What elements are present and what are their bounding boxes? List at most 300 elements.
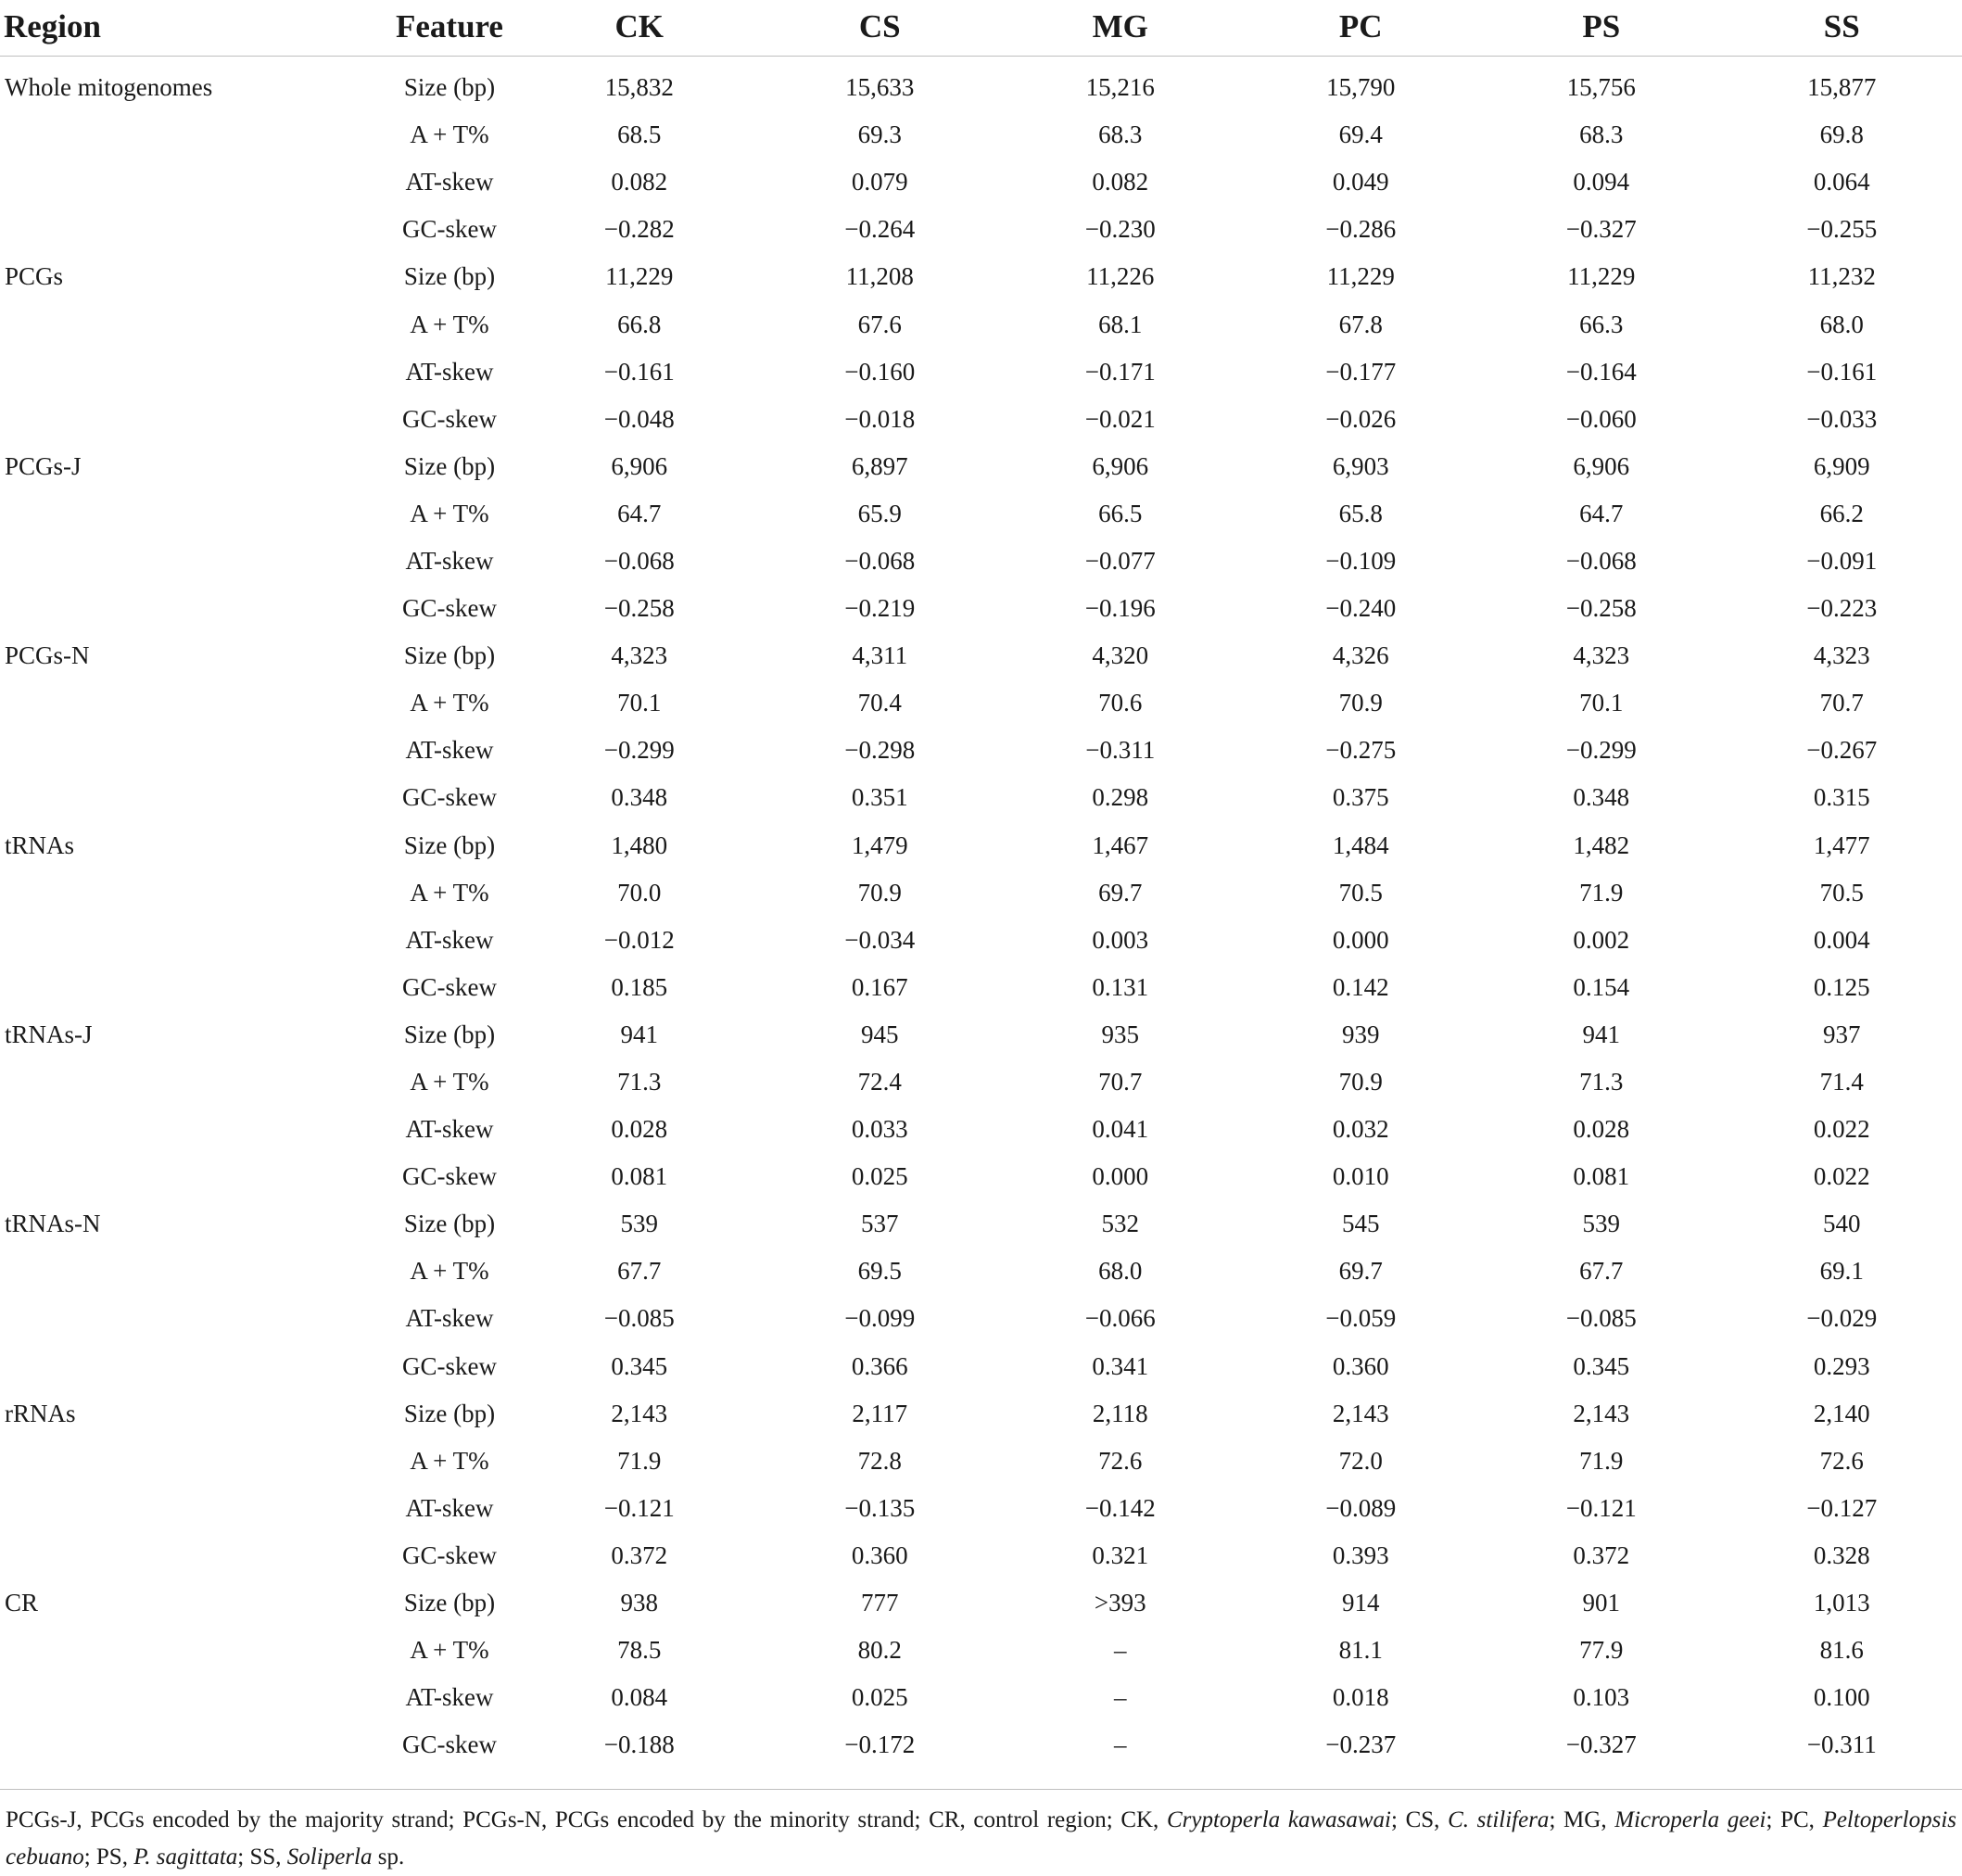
feature-cell: Size (bp) bbox=[403, 73, 496, 102]
value-cell-pc: 69.7 bbox=[1338, 1257, 1383, 1286]
value-cell-ck: −0.188 bbox=[603, 1730, 675, 1759]
value-cell-ck: 11,229 bbox=[605, 262, 674, 291]
value-cell-mg: −0.142 bbox=[1084, 1493, 1156, 1522]
value-cell-ck: 1,480 bbox=[611, 830, 668, 859]
feature-cell: A + T% bbox=[410, 310, 489, 338]
value-cell-cs: 70.4 bbox=[857, 689, 902, 717]
region-cell: PCGs bbox=[5, 262, 64, 291]
value-cell-pc: −0.059 bbox=[1325, 1304, 1397, 1333]
value-cell-ck: 71.9 bbox=[617, 1446, 662, 1475]
value-cell-mg: >393 bbox=[1094, 1589, 1146, 1617]
table-row bbox=[0, 1011, 1962, 1058]
value-cell-ss: 71.4 bbox=[1819, 1068, 1864, 1096]
value-cell-cs: 11,208 bbox=[845, 262, 914, 291]
value-cell-ck: 67.7 bbox=[617, 1257, 662, 1286]
feature-cell: GC-skew bbox=[402, 1162, 497, 1191]
value-cell-ck: 0.028 bbox=[611, 1115, 668, 1144]
value-cell-ss: 11,232 bbox=[1807, 262, 1876, 291]
value-cell-ss: 0.004 bbox=[1813, 925, 1870, 954]
table-row bbox=[0, 158, 1962, 206]
region-cell: rRNAs bbox=[5, 1399, 76, 1427]
value-cell-ps: 64.7 bbox=[1579, 499, 1624, 527]
feature-cell: AT-skew bbox=[405, 546, 494, 575]
value-cell-ss: 68.0 bbox=[1819, 310, 1864, 338]
value-cell-cs: −0.264 bbox=[844, 215, 916, 244]
value-cell-mg: 0.000 bbox=[1092, 1162, 1149, 1191]
feature-cell: GC-skew bbox=[402, 1351, 497, 1380]
value-cell-ss: 6,909 bbox=[1813, 451, 1870, 480]
value-cell-pc: 2,143 bbox=[1332, 1399, 1389, 1427]
species-name: P. sagittata bbox=[133, 1844, 238, 1870]
value-cell-pc: 6,903 bbox=[1332, 451, 1389, 480]
value-cell-pc: −0.089 bbox=[1325, 1493, 1397, 1522]
value-cell-ps: 77.9 bbox=[1579, 1636, 1624, 1665]
feature-cell: A + T% bbox=[410, 878, 489, 906]
value-cell-ps: 0.002 bbox=[1573, 925, 1630, 954]
table-row bbox=[0, 253, 1962, 300]
region-cell bbox=[0, 206, 380, 253]
value-cell-cs: 2,117 bbox=[852, 1399, 908, 1427]
value-cell-ss: 0.022 bbox=[1813, 1162, 1870, 1191]
value-cell-mg: 0.321 bbox=[1092, 1540, 1149, 1569]
value-cell-mg: 15,216 bbox=[1085, 73, 1155, 102]
table-row bbox=[0, 679, 1962, 727]
value-cell-mg: 66.5 bbox=[1098, 499, 1143, 527]
table-row bbox=[0, 1153, 1962, 1200]
table-row bbox=[0, 585, 1962, 632]
region-cell bbox=[0, 1532, 380, 1579]
value-cell-cs: −0.160 bbox=[844, 357, 916, 386]
value-cell-ss: 0.315 bbox=[1813, 783, 1870, 812]
value-cell-pc: 15,790 bbox=[1326, 73, 1396, 102]
column-header-pc: PC bbox=[1241, 0, 1482, 57]
value-cell-ss: 2,140 bbox=[1813, 1399, 1870, 1427]
value-cell-ss: 0.328 bbox=[1813, 1540, 1870, 1569]
value-cell-ps: 4,323 bbox=[1573, 641, 1630, 670]
value-cell-ps: −0.121 bbox=[1565, 1493, 1637, 1522]
table-row bbox=[0, 396, 1962, 443]
feature-cell: Size (bp) bbox=[403, 830, 496, 859]
table-row bbox=[0, 300, 1962, 348]
value-cell-pc: 70.5 bbox=[1338, 878, 1383, 906]
value-cell-ck: 0.185 bbox=[611, 972, 668, 1001]
value-cell-cs: 0.079 bbox=[851, 168, 908, 196]
region-cell bbox=[0, 679, 380, 727]
feature-cell: AT-skew bbox=[405, 1304, 494, 1333]
feature-cell: Size (bp) bbox=[403, 1020, 496, 1048]
value-cell-ck: 0.345 bbox=[611, 1351, 668, 1380]
value-cell-ss: 69.1 bbox=[1819, 1257, 1864, 1286]
feature-cell: Size (bp) bbox=[403, 1399, 496, 1427]
region-cell bbox=[0, 774, 380, 821]
feature-cell: A + T% bbox=[410, 1068, 489, 1096]
region-cell bbox=[0, 1343, 380, 1390]
value-cell-ps: 71.9 bbox=[1579, 878, 1624, 906]
value-cell-ps: 71.3 bbox=[1579, 1068, 1624, 1096]
value-cell-ss: −0.033 bbox=[1806, 404, 1878, 433]
column-header-ps: PS bbox=[1481, 0, 1722, 57]
region-cell bbox=[0, 396, 380, 443]
value-cell-pc: −0.177 bbox=[1325, 357, 1397, 386]
value-cell-pc: 0.049 bbox=[1332, 168, 1389, 196]
feature-cell: GC-skew bbox=[402, 215, 497, 244]
value-cell-mg: 70.6 bbox=[1098, 689, 1143, 717]
value-cell-cs: 1,479 bbox=[851, 830, 908, 859]
value-cell-ck: −0.161 bbox=[603, 357, 675, 386]
value-cell-cs: 4,311 bbox=[852, 641, 908, 670]
table-row bbox=[0, 443, 1962, 490]
value-cell-ck: 941 bbox=[620, 1020, 658, 1048]
value-cell-ck: 2,143 bbox=[611, 1399, 668, 1427]
value-cell-ss: 0.293 bbox=[1813, 1351, 1870, 1380]
value-cell-ck: 0.081 bbox=[611, 1162, 668, 1191]
value-cell-cs: 69.5 bbox=[857, 1257, 902, 1286]
value-cell-mg: 0.041 bbox=[1092, 1115, 1149, 1144]
feature-cell: GC-skew bbox=[402, 783, 497, 812]
value-cell-mg: 935 bbox=[1101, 1020, 1139, 1048]
feature-cell: A + T% bbox=[410, 1446, 489, 1475]
value-cell-ck: 0.348 bbox=[611, 783, 668, 812]
value-cell-ps: 67.7 bbox=[1579, 1257, 1624, 1286]
value-cell-ps: 0.094 bbox=[1573, 168, 1630, 196]
value-cell-cs: −0.068 bbox=[844, 546, 916, 575]
value-cell-ps: −0.068 bbox=[1565, 546, 1637, 575]
value-cell-ps: 70.1 bbox=[1579, 689, 1624, 717]
value-cell-ck: 70.1 bbox=[617, 689, 662, 717]
feature-cell: GC-skew bbox=[402, 972, 497, 1001]
value-cell-cs: −0.219 bbox=[844, 594, 916, 623]
value-cell-pc: 70.9 bbox=[1338, 689, 1383, 717]
region-cell bbox=[0, 1106, 380, 1153]
region-cell bbox=[0, 1295, 380, 1342]
value-cell-ss: 66.2 bbox=[1819, 499, 1864, 527]
value-cell-mg: −0.230 bbox=[1084, 215, 1156, 244]
value-cell-ps: −0.060 bbox=[1565, 404, 1637, 433]
value-cell-ss: −0.223 bbox=[1806, 594, 1878, 623]
value-cell-pc: 0.000 bbox=[1332, 925, 1389, 954]
table-row bbox=[0, 1106, 1962, 1153]
value-cell-mg: −0.066 bbox=[1084, 1304, 1156, 1333]
feature-cell: AT-skew bbox=[405, 1115, 494, 1144]
value-cell-ck: −0.121 bbox=[603, 1493, 675, 1522]
value-cell-ck: 0.084 bbox=[611, 1683, 668, 1712]
table-row bbox=[0, 111, 1962, 158]
value-cell-cs: 777 bbox=[861, 1589, 899, 1617]
value-cell-mg: – bbox=[1114, 1730, 1127, 1759]
region-cell: tRNAs-J bbox=[5, 1020, 93, 1048]
value-cell-pc: −0.237 bbox=[1325, 1730, 1397, 1759]
value-cell-ck: 15,832 bbox=[604, 73, 674, 102]
table-row bbox=[0, 1343, 1962, 1390]
value-cell-ps: −0.327 bbox=[1565, 215, 1637, 244]
region-cell bbox=[0, 1485, 380, 1532]
value-cell-pc: 65.8 bbox=[1338, 499, 1383, 527]
value-cell-ss: −0.091 bbox=[1806, 546, 1878, 575]
value-cell-pc: −0.275 bbox=[1325, 736, 1397, 765]
feature-cell: A + T% bbox=[410, 1636, 489, 1665]
value-cell-ss: 72.6 bbox=[1819, 1446, 1864, 1475]
value-cell-ck: 68.5 bbox=[617, 120, 662, 149]
value-cell-cs: 0.351 bbox=[851, 783, 908, 812]
value-cell-ps: 66.3 bbox=[1579, 310, 1624, 338]
feature-cell: A + T% bbox=[410, 1257, 489, 1286]
species-name: Soliperla bbox=[286, 1844, 373, 1870]
value-cell-cs: −0.135 bbox=[844, 1493, 916, 1522]
value-cell-ss: 0.125 bbox=[1813, 972, 1870, 1001]
footnote-text: ; MG, bbox=[1549, 1807, 1615, 1832]
value-cell-pc: 11,229 bbox=[1326, 262, 1395, 291]
table-row bbox=[0, 632, 1962, 679]
table-row bbox=[0, 1248, 1962, 1295]
species-name: Cryptoperla kawasawai bbox=[1166, 1807, 1391, 1832]
table-row bbox=[0, 822, 1962, 869]
species-name: C. stilifera bbox=[1448, 1807, 1550, 1832]
value-cell-ck: −0.085 bbox=[603, 1304, 675, 1333]
value-cell-cs: 72.8 bbox=[857, 1446, 902, 1475]
value-cell-pc: 70.9 bbox=[1338, 1068, 1383, 1096]
value-cell-cs: 0.366 bbox=[851, 1351, 908, 1380]
region-cell: PCGs-J bbox=[5, 451, 82, 480]
value-cell-ps: 6,906 bbox=[1573, 451, 1630, 480]
table-row bbox=[0, 774, 1962, 821]
value-cell-pc: −0.286 bbox=[1325, 215, 1397, 244]
value-cell-ss: −0.029 bbox=[1806, 1304, 1878, 1333]
footnote-text: ; SS, bbox=[237, 1844, 287, 1870]
region-cell bbox=[0, 158, 380, 206]
table-row bbox=[0, 964, 1962, 1011]
value-cell-ck: 70.0 bbox=[617, 878, 662, 906]
value-cell-ss: −0.267 bbox=[1806, 736, 1878, 765]
column-header-region: Region bbox=[0, 0, 380, 57]
value-cell-mg: 4,320 bbox=[1092, 641, 1149, 670]
value-cell-pc: 0.018 bbox=[1332, 1683, 1389, 1712]
value-cell-ps: 941 bbox=[1582, 1020, 1620, 1048]
value-cell-ps: 0.348 bbox=[1573, 783, 1630, 812]
value-cell-cs: 15,633 bbox=[845, 73, 915, 102]
value-cell-mg: 69.7 bbox=[1098, 878, 1143, 906]
value-cell-mg: 11,226 bbox=[1086, 262, 1155, 291]
value-cell-ps: 0.028 bbox=[1573, 1115, 1630, 1144]
feature-cell: Size (bp) bbox=[403, 1210, 496, 1238]
feature-cell: A + T% bbox=[410, 499, 489, 527]
value-cell-ss: 0.064 bbox=[1813, 168, 1870, 196]
value-cell-mg: 68.1 bbox=[1098, 310, 1143, 338]
value-cell-cs: 0.360 bbox=[851, 1540, 908, 1569]
region-cell bbox=[0, 869, 380, 917]
value-cell-ss: 937 bbox=[1823, 1020, 1861, 1048]
value-cell-pc: −0.240 bbox=[1325, 594, 1397, 623]
value-cell-cs: −0.298 bbox=[844, 736, 916, 765]
value-cell-pc: 0.393 bbox=[1332, 1540, 1389, 1569]
region-cell bbox=[0, 964, 380, 1011]
value-cell-cs: 537 bbox=[861, 1210, 899, 1238]
value-cell-ss: −0.161 bbox=[1806, 357, 1878, 386]
value-cell-ck: 78.5 bbox=[617, 1636, 662, 1665]
region-cell bbox=[0, 111, 380, 158]
value-cell-ck: −0.048 bbox=[603, 404, 675, 433]
feature-cell: GC-skew bbox=[402, 594, 497, 623]
region-cell: PCGs-N bbox=[5, 641, 90, 670]
feature-cell: AT-skew bbox=[405, 736, 494, 765]
region-cell bbox=[0, 917, 380, 964]
value-cell-pc: 545 bbox=[1342, 1210, 1380, 1238]
value-cell-pc: 939 bbox=[1342, 1020, 1380, 1048]
value-cell-ps: 0.372 bbox=[1573, 1540, 1630, 1569]
value-cell-mg: −0.171 bbox=[1084, 357, 1156, 386]
value-cell-pc: −0.109 bbox=[1325, 546, 1397, 575]
region-cell: CR bbox=[5, 1589, 39, 1617]
value-cell-pc: 72.0 bbox=[1338, 1446, 1383, 1475]
value-cell-ck: 71.3 bbox=[617, 1068, 662, 1096]
value-cell-ck: −0.282 bbox=[603, 215, 675, 244]
value-cell-ps: 68.3 bbox=[1579, 120, 1624, 149]
region-cell: Whole mitogenomes bbox=[5, 73, 213, 102]
value-cell-ck: 0.372 bbox=[611, 1540, 668, 1569]
value-cell-ck: −0.299 bbox=[603, 736, 675, 765]
feature-cell: Size (bp) bbox=[403, 1589, 496, 1617]
region-cell bbox=[0, 1248, 380, 1295]
footnote-text: ; PC, bbox=[1766, 1807, 1823, 1832]
region-cell bbox=[0, 1058, 380, 1106]
feature-cell: Size (bp) bbox=[403, 641, 496, 670]
value-cell-mg: 532 bbox=[1101, 1210, 1139, 1238]
value-cell-ss: 4,323 bbox=[1813, 641, 1870, 670]
value-cell-mg: −0.077 bbox=[1084, 546, 1156, 575]
value-cell-cs: −0.099 bbox=[844, 1304, 916, 1333]
region-cell: tRNAs-N bbox=[5, 1210, 101, 1238]
region-cell bbox=[0, 300, 380, 348]
value-cell-mg: – bbox=[1114, 1683, 1127, 1712]
value-cell-ck: 66.8 bbox=[617, 310, 662, 338]
value-cell-ps: −0.164 bbox=[1565, 357, 1637, 386]
feature-cell: Size (bp) bbox=[403, 451, 496, 480]
table-row bbox=[0, 1295, 1962, 1342]
table-row bbox=[0, 57, 1962, 112]
value-cell-ck: 4,323 bbox=[611, 641, 668, 670]
value-cell-pc: 4,326 bbox=[1332, 641, 1389, 670]
table-footnote bbox=[0, 1789, 1962, 1876]
table-row bbox=[0, 917, 1962, 964]
value-cell-pc: 81.1 bbox=[1338, 1636, 1383, 1665]
value-cell-ps: −0.327 bbox=[1565, 1730, 1637, 1759]
value-cell-ps: 1,482 bbox=[1573, 830, 1630, 859]
value-cell-mg: 72.6 bbox=[1098, 1446, 1143, 1475]
value-cell-mg: 0.131 bbox=[1092, 972, 1149, 1001]
table-row bbox=[0, 349, 1962, 396]
value-cell-mg: 6,906 bbox=[1092, 451, 1149, 480]
value-cell-mg: 1,467 bbox=[1092, 830, 1149, 859]
table-row bbox=[0, 1438, 1962, 1485]
value-cell-ss: 70.7 bbox=[1819, 689, 1864, 717]
value-cell-mg: 68.0 bbox=[1098, 1257, 1143, 1286]
region-cell bbox=[0, 349, 380, 396]
table-row bbox=[0, 1674, 1962, 1721]
value-cell-cs: 69.3 bbox=[857, 120, 902, 149]
value-cell-ss: 15,877 bbox=[1807, 73, 1877, 102]
value-cell-cs: −0.034 bbox=[844, 925, 916, 954]
value-cell-cs: 70.9 bbox=[857, 878, 902, 906]
value-cell-ps: 0.081 bbox=[1573, 1162, 1630, 1191]
footnote-text: sp. bbox=[372, 1844, 405, 1870]
table-row bbox=[0, 869, 1962, 917]
value-cell-ck: 64.7 bbox=[617, 499, 662, 527]
value-cell-ck: −0.068 bbox=[603, 546, 675, 575]
region-cell bbox=[0, 1438, 380, 1485]
table-row bbox=[0, 1721, 1962, 1768]
value-cell-pc: 0.142 bbox=[1332, 972, 1389, 1001]
value-cell-ps: 0.154 bbox=[1573, 972, 1630, 1001]
value-cell-ck: 539 bbox=[620, 1210, 658, 1238]
value-cell-ss: −0.311 bbox=[1806, 1730, 1877, 1759]
feature-cell: AT-skew bbox=[405, 357, 494, 386]
feature-cell: GC-skew bbox=[402, 1730, 497, 1759]
value-cell-cs: −0.018 bbox=[844, 404, 916, 433]
feature-cell: AT-skew bbox=[405, 1683, 494, 1712]
table-row bbox=[0, 1532, 1962, 1579]
table-body bbox=[0, 57, 1962, 1769]
footnote-text: ; PS, bbox=[83, 1844, 134, 1870]
value-cell-mg: −0.311 bbox=[1085, 736, 1156, 765]
column-header-ss: SS bbox=[1722, 0, 1962, 57]
feature-cell: Size (bp) bbox=[403, 262, 496, 291]
value-cell-cs: 6,897 bbox=[851, 451, 908, 480]
table-row bbox=[0, 1058, 1962, 1106]
value-cell-ss: 1,013 bbox=[1813, 1589, 1870, 1617]
species-name: Microperla geei bbox=[1614, 1807, 1766, 1832]
value-cell-ps: −0.299 bbox=[1565, 736, 1637, 765]
value-cell-ps: 0.103 bbox=[1573, 1683, 1630, 1712]
value-cell-mg: 2,118 bbox=[1092, 1399, 1148, 1427]
table-row bbox=[0, 490, 1962, 538]
value-cell-pc: 0.032 bbox=[1332, 1115, 1389, 1144]
value-cell-mg: 70.7 bbox=[1098, 1068, 1143, 1096]
table-row bbox=[0, 1627, 1962, 1674]
value-cell-cs: 945 bbox=[861, 1020, 899, 1048]
value-cell-mg: 68.3 bbox=[1098, 120, 1143, 149]
value-cell-pc: −0.026 bbox=[1325, 404, 1397, 433]
feature-cell: A + T% bbox=[410, 120, 489, 149]
table-header bbox=[0, 0, 1962, 57]
value-cell-ss: 69.8 bbox=[1819, 120, 1864, 149]
region-cell bbox=[0, 1153, 380, 1200]
value-cell-pc: 1,484 bbox=[1332, 830, 1389, 859]
footnote-text: ; CS, bbox=[1390, 1807, 1449, 1832]
column-header-cs: CS bbox=[760, 0, 1001, 57]
value-cell-ps: 2,143 bbox=[1573, 1399, 1630, 1427]
value-cell-mg: – bbox=[1114, 1636, 1127, 1665]
column-header-mg: MG bbox=[1000, 0, 1241, 57]
table-row bbox=[0, 1485, 1962, 1532]
value-cell-ss: −0.127 bbox=[1806, 1493, 1878, 1522]
value-cell-pc: 0.010 bbox=[1332, 1162, 1389, 1191]
value-cell-ss: 0.100 bbox=[1813, 1683, 1870, 1712]
column-header-feature: Feature bbox=[380, 0, 519, 57]
value-cell-ck: −0.258 bbox=[603, 594, 675, 623]
value-cell-ss: 70.5 bbox=[1819, 878, 1864, 906]
value-cell-pc: 0.375 bbox=[1332, 783, 1389, 812]
table-row bbox=[0, 538, 1962, 585]
value-cell-mg: 0.003 bbox=[1092, 925, 1149, 954]
table-row bbox=[0, 206, 1962, 253]
region-cell bbox=[0, 727, 380, 774]
value-cell-mg: 0.298 bbox=[1092, 783, 1149, 812]
value-cell-mg: −0.196 bbox=[1084, 594, 1156, 623]
region-cell bbox=[0, 1721, 380, 1768]
value-cell-cs: 65.9 bbox=[857, 499, 902, 527]
species-name: Peltoperlopsis cebuano bbox=[6, 1807, 1956, 1870]
value-cell-pc: 67.8 bbox=[1338, 310, 1383, 338]
value-cell-ck: 6,906 bbox=[611, 451, 668, 480]
